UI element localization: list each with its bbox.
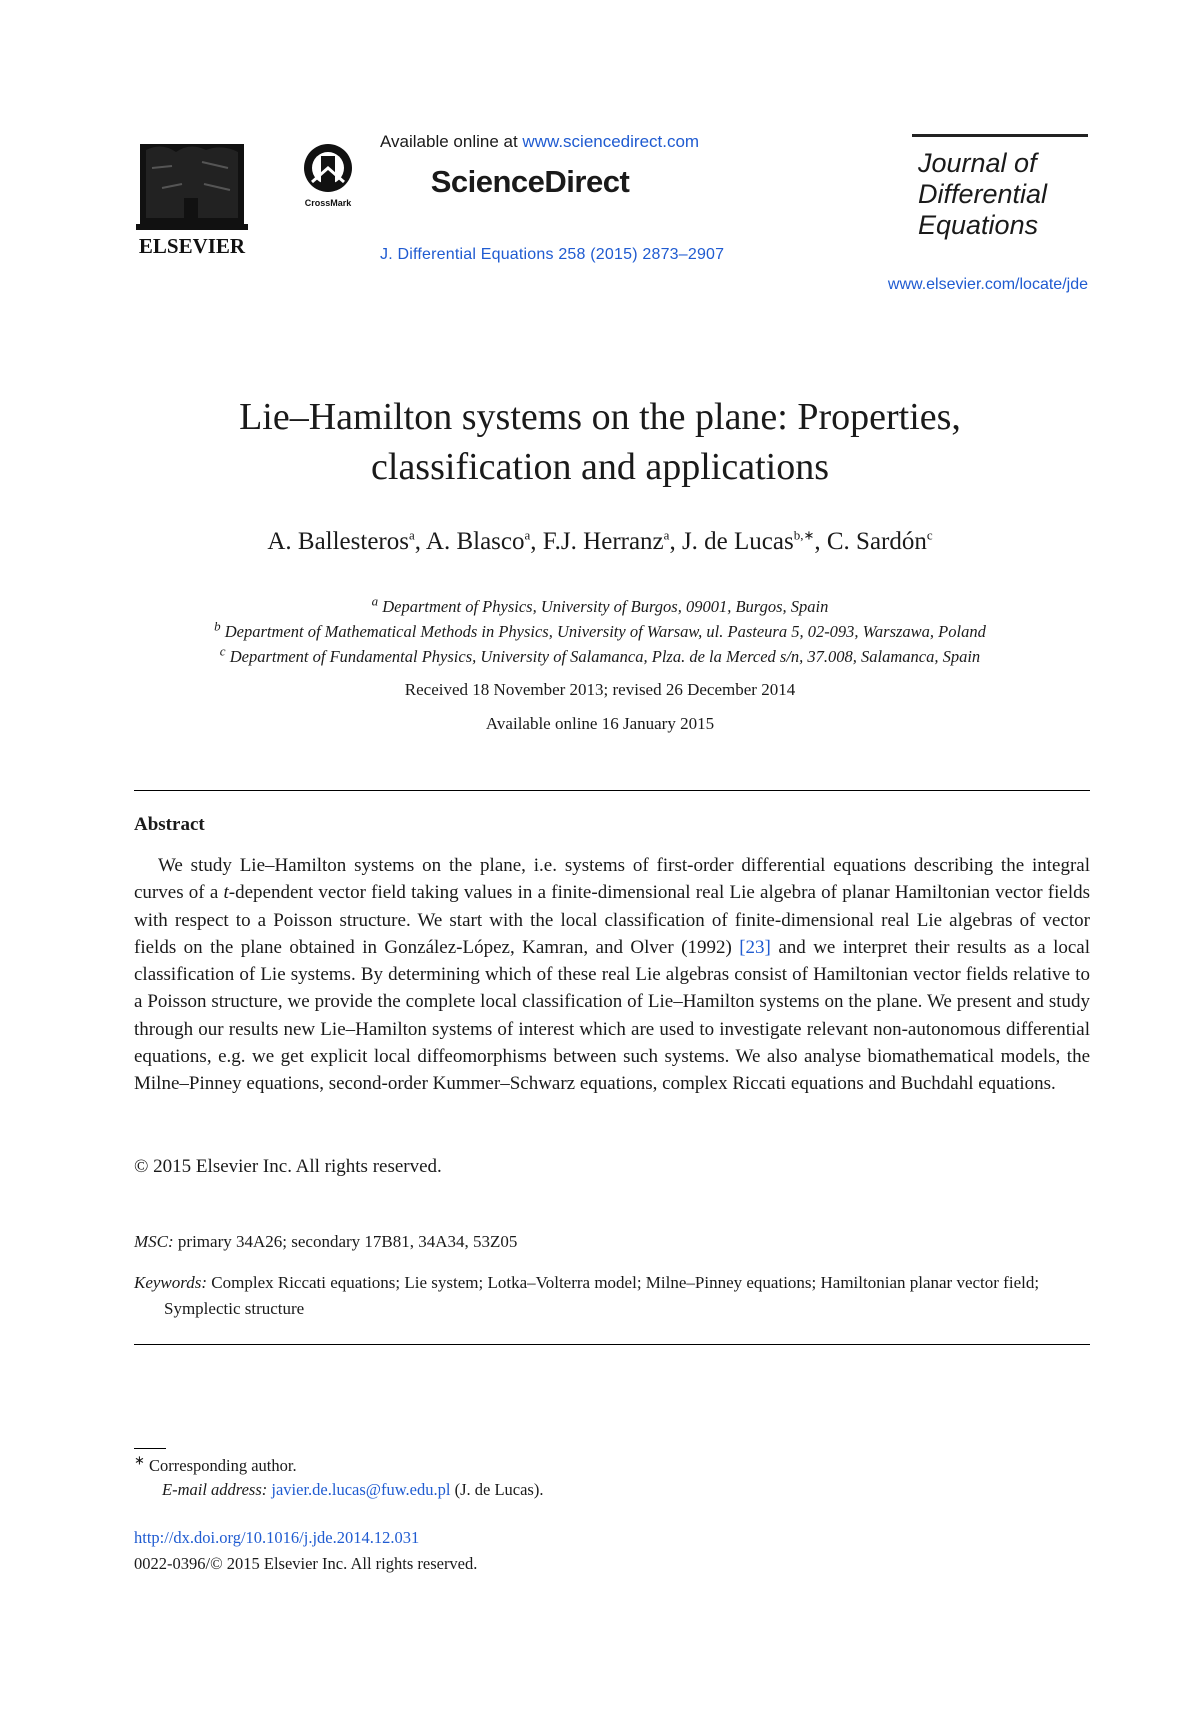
- crossmark-wordmark: CrossMark: [304, 198, 352, 208]
- keywords: Keywords: Complex Riccati equations; Lie system; Lotka–Volterra model; Milne–Pinney equations; Hamiltonian planar vector field; Symplectic structure: [134, 1273, 1040, 1318]
- affiliation-item: $^a$ Department of Physics, University of Burgos, 09001, Burgos, Spain: [371, 593, 829, 616]
- paper-title: Lie–Hamilton systems on the plane: Properties, classification and applications: [239, 396, 961, 488]
- abstract-bottom-rule: [134, 1344, 1090, 1345]
- abstract-heading: Abstract: [134, 814, 205, 835]
- author-affiliation-mark[interactable]: a: [524, 527, 531, 543]
- affiliations: [100, 594, 1100, 669]
- author-name: A. Blasco: [425, 528, 525, 555]
- abstract-copyright: © 2015 Elsevier Inc. All rights reserved.: [134, 1156, 442, 1177]
- reference-link[interactable]: [23]: [739, 936, 771, 958]
- journal-title: Journal of Differential Equations: [918, 148, 1048, 240]
- available-online-line: Available online at www.sciencedirect.com: [380, 132, 700, 151]
- author-name: J. de Lucas: [681, 528, 794, 555]
- sciencedirect-link[interactable]: www.sciencedirect.com: [522, 132, 700, 151]
- journal-title-rule: [912, 134, 1088, 137]
- author-affiliation-mark[interactable]: c: [926, 527, 933, 543]
- author-name: A. Ballesteros: [267, 528, 409, 555]
- affiliation-item: $^c$ Department of Fundamental Physics, University of Salamanca, Plza. de la Merced s/n, 37.008, Salamanca, Spain: [219, 643, 981, 666]
- email-link[interactable]: javier.de.lucas@fuw.edu.pl: [271, 1480, 451, 1499]
- msc-classification: MSC: primary 34A26; secondary 17B81, 34A34, 53Z05: [134, 1232, 518, 1251]
- email-note: E-mail address: javier.de.lucas@fuw.edu.pl (J. de Lucas).: [162, 1480, 544, 1499]
- author-affiliation-mark[interactable]: a: [663, 527, 670, 543]
- author-name: C. Sardón: [826, 528, 927, 555]
- crossmark-logo[interactable]: [290, 138, 366, 212]
- journal-url-link[interactable]: www.elsevier.com/locate/jde: [887, 276, 1088, 293]
- available-online-date: Available online 16 January 2015: [485, 714, 715, 733]
- journal-citation[interactable]: J. Differential Equations 258 (2015) 2873–2907: [380, 246, 725, 263]
- footnote-rule: [134, 1448, 166, 1449]
- abstract-text: We study Lie–Hamilton systems on the plane, i.e. systems of first-order differential equations describing the integral curves of a t-dependent vector field taking values in a finite-dimensional real Lie algebra of planar Hamiltonian vector fields with respect to a Poisson structure. We start with the local classification of finite-dimensional real Lie algebras of vector fields on the plane obtained in González-López, Kamran, and Olver (1992) [23] and we interpret their results as a local classification of Lie systems. By determining which of these real Lie algebras consist of Hamiltonian vector fields relative to a Poisson structure, we provide the complete local classification of Lie–Hamilton systems on the plane. We present and study through our results new Lie–Hamilton systems of interest which are used to investigate relevant non-autonomous differential equations, e.g. we get explicit local diffeomorphisms between such systems. We also analyse biomathematical models, the Milne–Pinney equations, second-order Kummer–Schwarz equations, complex Riccati equations and Buchdahl equations.: [134, 855, 1090, 1095]
- abstract-top-rule: [134, 790, 1090, 791]
- sciencedirect-title: ScienceDirect: [430, 164, 630, 199]
- author-affiliation-mark[interactable]: a: [408, 527, 415, 543]
- authors: A. Ballesteros$^a$, A. Blasco$^a$, F.J. Herranz$^a$, J. de Lucas$^{b,∗}$, C. Sardón$^c$: [267, 527, 933, 555]
- elsevier-logo: [132, 138, 252, 260]
- received-dates: Received 18 November 2013; revised 26 December 2014: [404, 680, 796, 699]
- corresponding-author-note: ∗ Corresponding author.: [134, 1452, 297, 1475]
- doi-link[interactable]: http://dx.doi.org/10.1016/j.jde.2014.12.031: [134, 1528, 420, 1547]
- author-name: F.J. Herranz: [542, 528, 664, 555]
- elsevier-wordmark: ELSEVIER: [138, 234, 246, 258]
- issn-copyright: 0022-0396/© 2015 Elsevier Inc. All rights reserved.: [134, 1554, 478, 1573]
- affiliation-item: $^b$ Department of Mathematical Methods in Physics, University of Warsaw, ul. Pasteura 5, 02-093, Warszawa, Poland: [214, 618, 986, 641]
- author-affiliation-mark[interactable]: b,∗: [793, 527, 815, 543]
